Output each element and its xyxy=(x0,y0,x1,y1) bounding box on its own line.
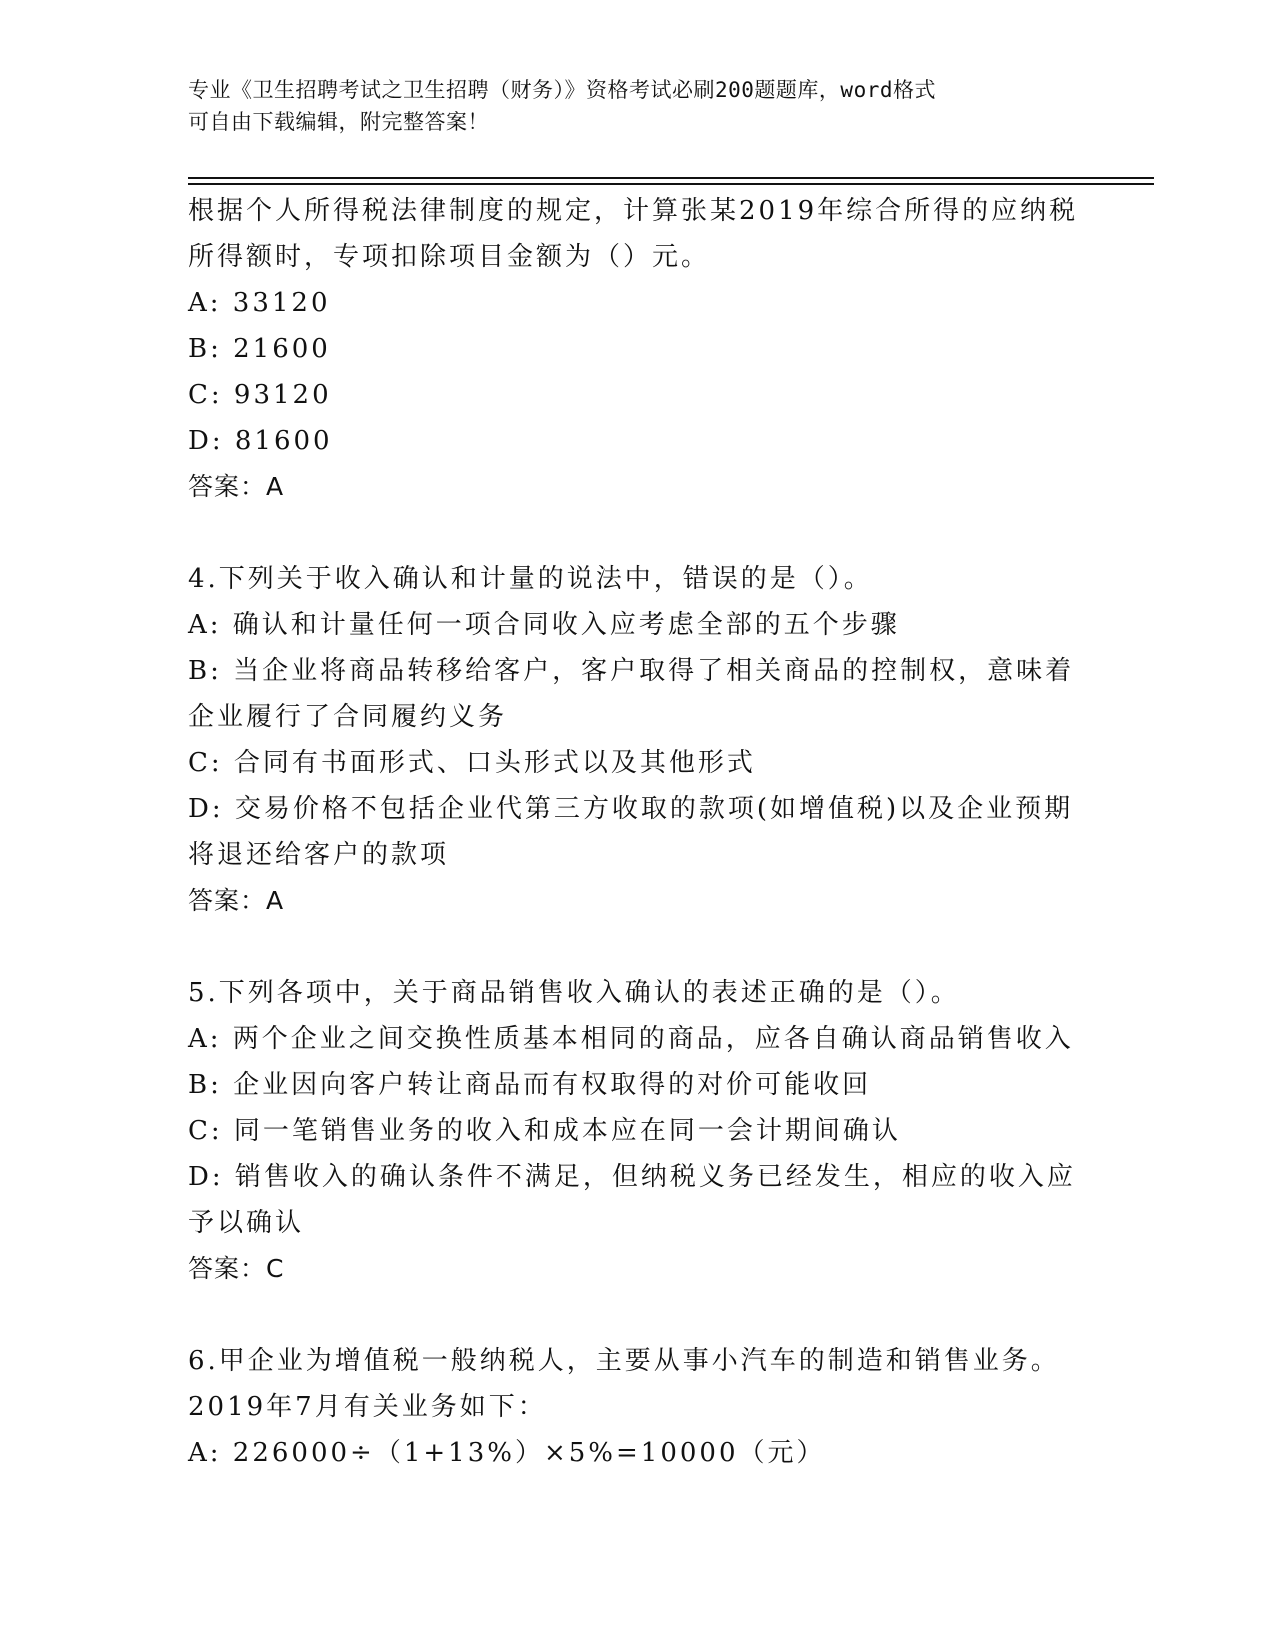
question-list xyxy=(188,188,1088,1476)
option-c: C: 93120 xyxy=(188,380,332,410)
question-stem: 2019年7月有关业务如下： xyxy=(188,1392,547,1422)
spacer xyxy=(188,924,1088,970)
option-a: A: 确认和计量任何一项合同收入应考虑全部的五个步骤 xyxy=(188,610,900,640)
question-6 xyxy=(188,1338,1088,1476)
answer-line: 答案：A xyxy=(188,886,285,915)
answer-line: 答案：C xyxy=(188,1254,285,1283)
option-d-continued: 予以确认 xyxy=(188,1208,305,1238)
option-b: B: 企业因向客户转让商品而有权取得的对价可能收回 xyxy=(188,1070,872,1100)
spacer xyxy=(188,1292,1088,1338)
question-5 xyxy=(188,970,1088,1292)
question-stem: 6.甲企业为增值税一般纳税人，主要从事小汽车的制造和销售业务。 xyxy=(188,1346,1060,1376)
option-a: A: 33120 xyxy=(188,288,331,318)
answer-line: 答案：A xyxy=(188,472,285,501)
option-d: D: 81600 xyxy=(188,426,333,456)
header-divider-bottom xyxy=(188,183,1154,185)
option-b-continued: 企业履行了合同履约义务 xyxy=(188,702,508,732)
question-stem: 4.下列关于收入确认和计量的说法中，错误的是（）。 xyxy=(188,564,873,594)
question-4 xyxy=(188,556,1088,924)
header-divider-top xyxy=(188,177,1154,179)
option-b: B: 当企业将商品转移给客户，客户取得了相关商品的控制权，意味着 xyxy=(188,656,1075,686)
question-3 xyxy=(188,188,1088,510)
question-stem: 5.下列各项中，关于商品销售收入确认的表述正确的是（）。 xyxy=(188,978,960,1008)
header-line-1: 专业《卫生招聘考试之卫生招聘（财务）》资格考试必刷200题题库，word格式 xyxy=(188,78,936,102)
option-d-continued: 将退还给客户的款项 xyxy=(188,840,450,870)
document-header xyxy=(188,74,1088,138)
question-stem: 根据个人所得税法律制度的规定，计算张某2019年综合所得的应纳税 xyxy=(188,196,1079,226)
option-d: D: 交易价格不包括企业代第三方收取的款项(如增值税)以及企业预期 xyxy=(188,794,1074,824)
option-c: C: 合同有书面形式、口头形式以及其他形式 xyxy=(188,748,756,778)
option-a: A: 226000÷（1+13%）×5%=10000（元） xyxy=(188,1438,826,1468)
option-b: B: 21600 xyxy=(188,334,331,364)
spacer xyxy=(188,510,1088,556)
question-stem: 所得额时，专项扣除项目金额为（）元。 xyxy=(188,242,711,272)
header-line-2: 可自由下载编辑，附完整答案！ xyxy=(188,110,489,134)
option-a: A: 两个企业之间交换性质基本相同的商品，应各自确认商品销售收入 xyxy=(188,1024,1074,1054)
option-c: C: 同一笔销售业务的收入和成本应在同一会计期间确认 xyxy=(188,1116,901,1146)
option-d: D: 销售收入的确认条件不满足，但纳税义务已经发生，相应的收入应 xyxy=(188,1162,1076,1192)
